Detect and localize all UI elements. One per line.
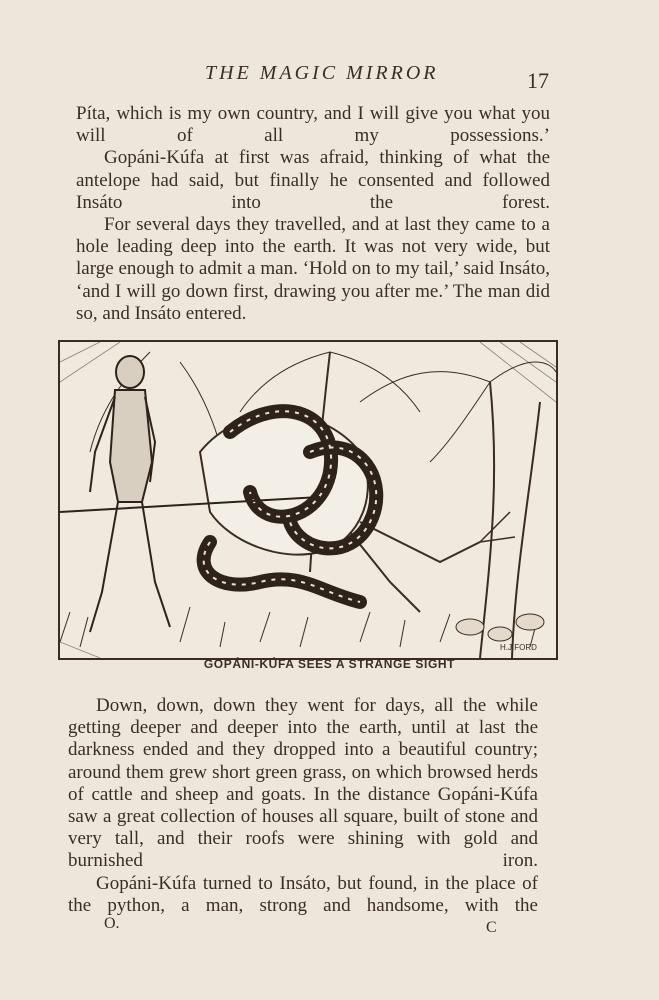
signature-mark-left: O. (104, 915, 120, 932)
paragraph: Gopáni-Kúfa at first was afraid, thinking of what the antelope had said, but finally he consented and followed Insáto into the forest. (76, 147, 550, 213)
figure-caption: GOPÁNI-KÚFA SEES A STRANGE SIGHT (203, 657, 456, 671)
text-block-bottom (68, 695, 538, 917)
signature-mark-right: C (486, 919, 497, 936)
running-title: THE MAGIC MIRROR (205, 62, 439, 84)
illustration (58, 340, 558, 660)
paragraph: For several days they travelled, and at last they came to a hole leading deep into the earth. It was not very wide, but large enough to admit a man. ‘Hold on to my tail,’ said Insáto, ‘and I will go down first, drawing you after me.’ The man did so, and Insáto entered. (76, 214, 550, 324)
engraving-drawing (60, 342, 556, 658)
running-head (0, 62, 659, 92)
page-number: 17 (527, 68, 549, 93)
text-block-top (76, 103, 550, 325)
paragraph: Down, down, down they went for days, all the while getting deeper and deeper into the earth, until at last the darkness ended and they dropped into a beautiful country; around them grew short green grass, on which browsed herds of cattle and sheep and goats. In the distance Gopáni-Kúfa saw a great collection of houses all square, built of stone and very tall, and their roofs were shining with gold and burnished iron. (68, 695, 538, 872)
paragraph: Píta, which is my own country, and I will give you what you will of all my possessions.’ (76, 103, 550, 147)
artist-signature: H.J.FORD (500, 643, 537, 652)
paragraph: Gopáni-Kúfa turned to Insáto, but found, in the place of the python, a man, strong and handsome, with the (68, 872, 538, 916)
